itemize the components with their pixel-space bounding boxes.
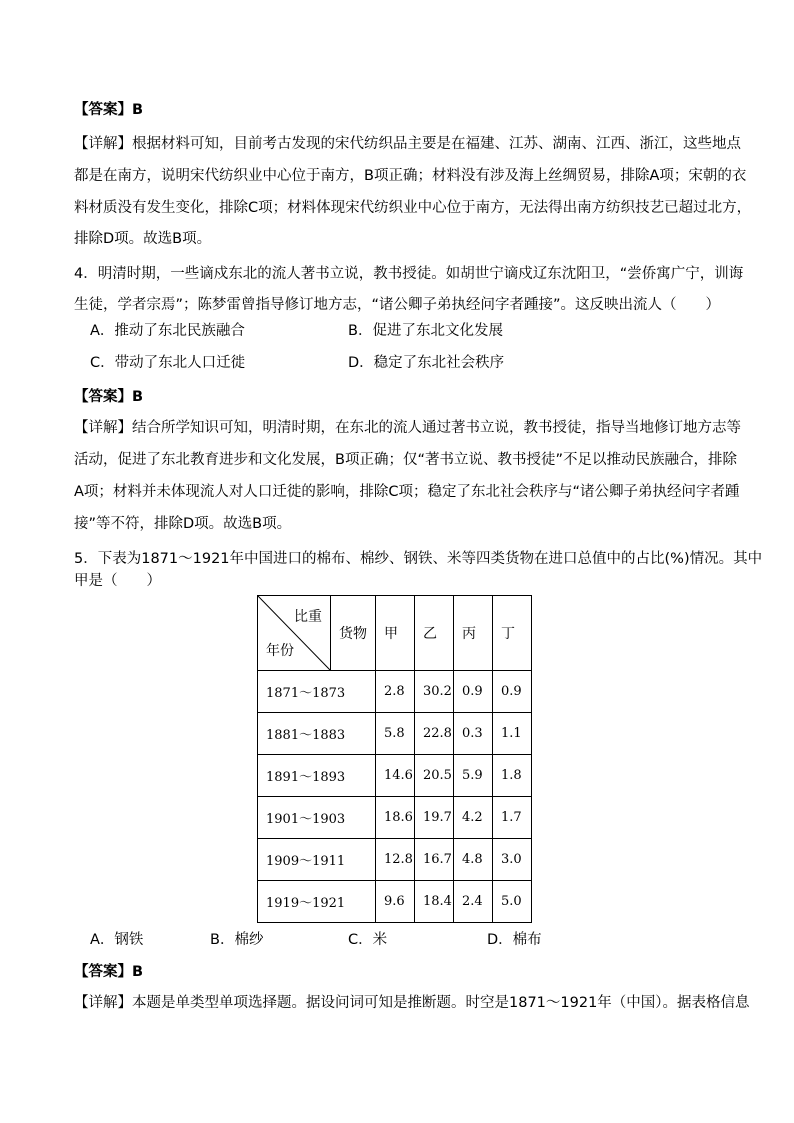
year-cell: 1871～1873 [258,671,376,713]
value-cell: 20.5 [415,755,454,797]
q3-detail-line: 都是在南方，说明宋代纺织业中心位于南方，B项正确；材料没有涉及海上丝绸贸易，排除A项；宋朝的衣 [74,168,747,184]
value-cell: 4.8 [454,839,493,881]
column-header: 丙 [454,596,493,671]
q5-stem-line: 甲是（ ） [74,573,161,589]
table-row [258,881,532,923]
column-header: 丁 [493,596,532,671]
value-cell: 5.9 [454,755,493,797]
value-cell: 1.1 [493,713,532,755]
import-share-table [257,595,532,923]
value-cell: 1.8 [493,755,532,797]
q4-stem-line: 生徒，学者宗焉”；陈梦雷曾指导修订地方志，“诸公卿子弟执经问字者踵接”。这反映出流人（ ） [74,297,721,313]
q5-option-d[interactable]: D．棉布 [487,932,542,948]
q3-detail-line: 料材质没有发生变化，排除C项；材料体现宋代纺织业中心位于南方，无法得出南方纺织技艺已超过北方， [74,200,752,216]
value-cell: 0.3 [454,713,493,755]
table-row [258,713,532,755]
q4-detail-line: A项；材料并未体现流人对人口迁徙的影响，排除C项；稳定了东北社会秩序与“诸公卿子弟执经问字者踵 [74,484,740,500]
q5-detail-line: 【详解】本题是单类型单项选择题。据设问词可知是推断题。时空是1871～1921年（中国）。据表格信息 [74,995,750,1011]
table-corner-cell [258,596,331,671]
value-cell: 22.8 [415,713,454,755]
q5-option-c[interactable]: C．米 [348,932,388,948]
q5-option-b[interactable]: B．棉纱 [210,932,264,948]
table-row [258,797,532,839]
year-cell: 1891～1893 [258,755,376,797]
column-header: 甲 [376,596,415,671]
value-cell: 2.4 [454,881,493,923]
q4-detail-line: 【详解】结合所学知识可知，明清时期，在东北的流人通过著书立说，教书授徒，指导当地修订地方志等 [74,420,741,436]
value-cell: 4.2 [454,797,493,839]
year-cell: 1881～1883 [258,713,376,755]
table-row [258,755,532,797]
value-cell: 18.6 [376,797,415,839]
q5-answer: 【答案】B [74,964,144,980]
q5-option-a[interactable]: A．钢铁 [90,932,144,948]
q4-answer: 【答案】B [74,389,144,405]
value-cell: 0.9 [493,671,532,713]
table-row [258,839,532,881]
column-header: 乙 [415,596,454,671]
table-row [258,671,532,713]
value-cell: 2.8 [376,671,415,713]
value-cell: 5.8 [376,713,415,755]
year-cell: 1919～1921 [258,881,376,923]
q3-answer: 【答案】B [74,102,144,118]
q4-detail-line: 活动，促进了东北教育进步和文化发展，B项正确；仅“著书立说、教书授徒”不足以推动民族融合，排除 [74,452,737,468]
q3-detail-line: 排除D项。故选B项。 [74,231,212,247]
value-cell: 5.0 [493,881,532,923]
value-cell: 30.2 [415,671,454,713]
value-cell: 9.6 [376,881,415,923]
value-cell: 1.7 [493,797,532,839]
value-cell: 12.8 [376,839,415,881]
q4-option-d[interactable]: D．稳定了东北社会秩序 [348,355,505,371]
q5-stem-line: 5．下表为1871～1921年中国进口的棉布、棉纱、钢铁、米等四类货物在进口总值中的占比(%)情况。其中 [74,551,763,567]
table-header-row [258,596,532,671]
value-cell: 3.0 [493,839,532,881]
q3-detail-line: 【详解】根据材料可知，目前考古发现的宋代纺织品主要是在福建、江苏、湖南、江西、浙江，这些地点 [74,136,741,152]
q4-stem-line: 4．明清时期，一些谪戍东北的流人著书立说，教书授徒。如胡世宁谪戍辽东沈阳卫，“尝侨寓广宁，训诲 [74,266,744,282]
q4-detail-line: 接”等不符，排除D项。故选B项。 [74,516,292,532]
value-cell: 18.4 [415,881,454,923]
q4-option-c[interactable]: C．带动了东北人口迁徙 [90,355,246,371]
corner-label-year: 年份 [266,643,294,659]
q4-option-b[interactable]: B．促进了东北文化发展 [348,323,503,339]
year-cell: 1901～1903 [258,797,376,839]
value-cell: 16.7 [415,839,454,881]
q4-option-a[interactable]: A．推动了东北民族融合 [90,323,245,339]
corner-label-ratio: 比重 [294,609,322,625]
value-cell: 14.6 [376,755,415,797]
year-cell: 1909～1911 [258,839,376,881]
goods-header: 货物 [331,596,376,671]
value-cell: 19.7 [415,797,454,839]
value-cell: 0.9 [454,671,493,713]
